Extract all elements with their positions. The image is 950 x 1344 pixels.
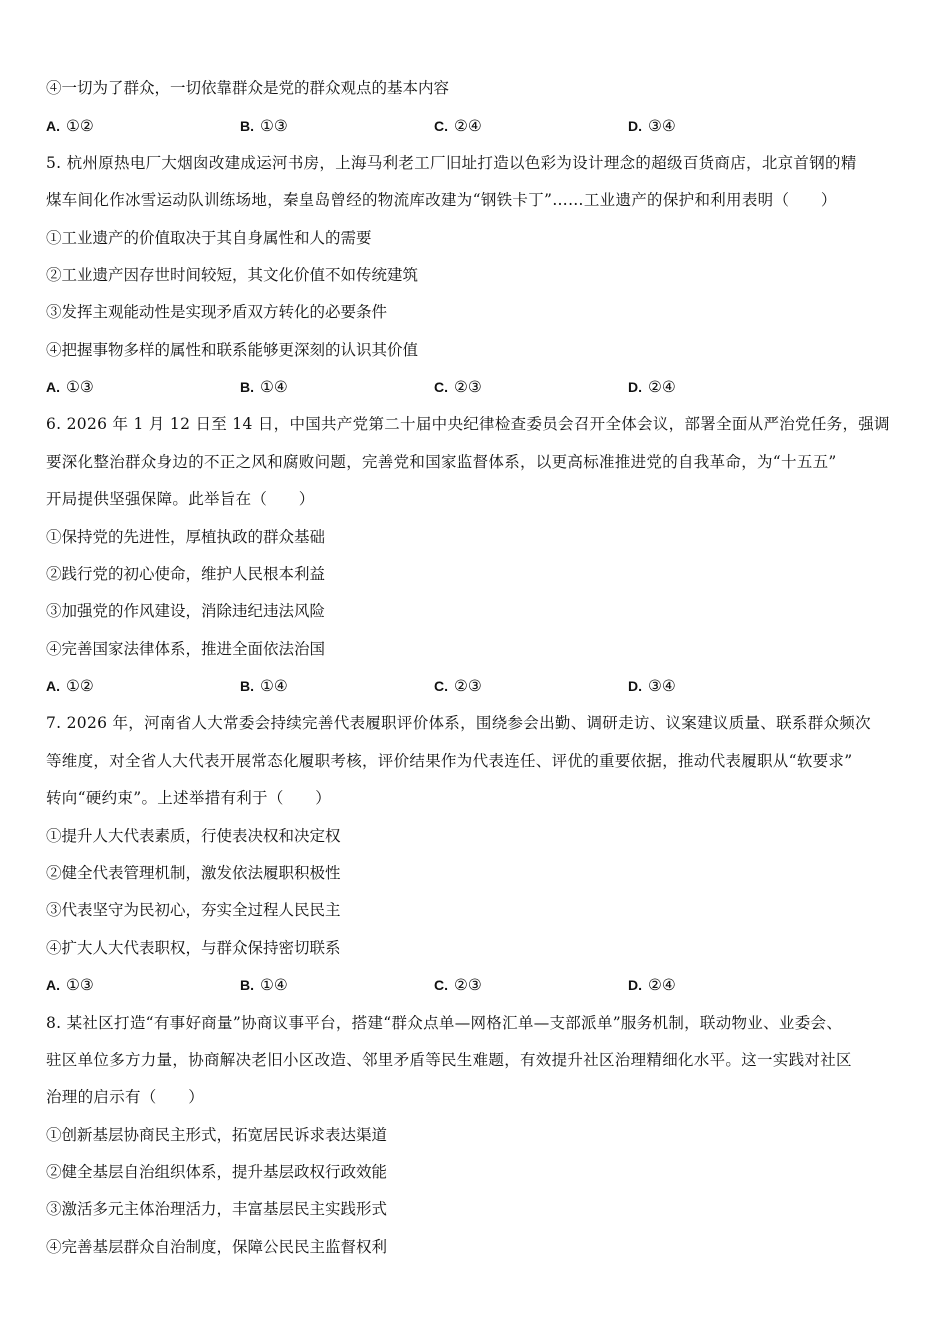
q4-options — [46, 116, 908, 136]
q8-stem-line-1: 8. 某社区打造“有事好商量”协商议事平台，搭建“群众点单—网格汇单—支部派单”服务机制，联动物业、业委会、 — [46, 1014, 843, 1032]
q8-statement-3: ③激活多元主体治理活力，丰富基层民主实践形式 — [46, 1200, 388, 1218]
q6-stem-line-3: 开局提供坚强保障。此举旨在（ ） — [46, 490, 315, 508]
q7-options — [46, 975, 908, 995]
q4-option-b: B. ①③ — [240, 117, 288, 135]
q7-option-d: D. ②④ — [628, 976, 676, 994]
q8-statement-1: ①创新基层协商民主形式，拓宽居民诉求表达渠道 — [46, 1126, 388, 1144]
q7-stem-line-3: 转向“硬约束”。上述举措有利于（ ） — [46, 789, 332, 807]
q7-option-c: C. ②③ — [434, 976, 482, 994]
q6-statement-1: ①保持党的先进性，厚植执政的群众基础 — [46, 528, 326, 546]
q7-option-a: A. ①③ — [46, 976, 94, 994]
q5-stem-line-2: 煤车间化作冰雪运动队训练场地，秦皇岛曾经的物流库改建为“钢铁卡丁”……工业遗产的保护和利用表明（ ） — [46, 191, 837, 209]
q6-stem-line-1: 6. 2026 年 1 月 12 日至 14 日，中国共产党第二十届中央纪律检查委员会召开全体会议，部署全面从严治党任务，强调 — [46, 415, 890, 433]
q8-statement-2: ②健全基层自治组织体系，提升基层政权行政效能 — [46, 1163, 388, 1181]
q6-stem-line-2: 要深化整治群众身边的不正之风和腐败问题，完善党和国家监督体系，以更高标准推进党的自我革命，为“十五五” — [46, 453, 837, 471]
q6-statement-2: ②践行党的初心使命，维护人民根本利益 — [46, 565, 326, 583]
q4-option-d: D. ③④ — [628, 117, 676, 135]
q6-options — [46, 676, 908, 696]
q4-option-c: C. ②④ — [434, 117, 482, 135]
q5-option-d: D. ②④ — [628, 378, 676, 396]
q7-statement-1: ①提升人大代表素质，行使表决权和决定权 — [46, 827, 341, 845]
q4-statement-4: ④一切为了群众，一切依靠群众是党的群众观点的基本内容 — [46, 79, 450, 97]
q7-option-b: B. ①④ — [240, 976, 288, 994]
q7-statement-4: ④扩大人大代表职权，与群众保持密切联系 — [46, 939, 341, 957]
q7-stem-line-2: 等维度，对全省人大代表开展常态化履职考核，评价结果作为代表连任、评优的重要依据，推动代表履职从“软要求” — [46, 752, 853, 770]
q6-statement-4: ④完善国家法律体系，推进全面依法治国 — [46, 640, 326, 658]
q6-option-a: A. ①② — [46, 677, 94, 695]
q5-statement-3: ③发挥主观能动性是实现矛盾双方转化的必要条件 — [46, 303, 388, 321]
q5-option-c: C. ②③ — [434, 378, 482, 396]
q8-stem-line-2: 驻区单位多方力量，协商解决老旧小区改造、邻里矛盾等民生难题，有效提升社区治理精细化水平。这一实践对社区 — [46, 1051, 852, 1069]
q5-stem-line-1: 5. 杭州原热电厂大烟囱改建成运河书房，上海马利老工厂旧址打造以色彩为设计理念的超级百货商店，北京首钢的精 — [46, 154, 857, 172]
q7-statement-2: ②健全代表管理机制，激发依法履职积极性 — [46, 864, 341, 882]
q7-statement-3: ③代表坚守为民初心，夯实全过程人民民主 — [46, 901, 341, 919]
q4-option-a: A. ①② — [46, 117, 94, 135]
q7-stem-line-1: 7. 2026 年，河南省人大常委会持续完善代表履职评价体系，围绕参会出勤、调研走访、议案建议质量、联系群众频次 — [46, 714, 871, 732]
q5-options — [46, 377, 908, 397]
q6-option-b: B. ①④ — [240, 677, 288, 695]
q6-option-d: D. ③④ — [628, 677, 676, 695]
q5-statement-1: ①工业遗产的价值取决于其自身属性和人的需要 — [46, 229, 372, 247]
q5-option-b: B. ①④ — [240, 378, 288, 396]
q5-option-a: A. ①③ — [46, 378, 94, 396]
q8-stem-line-3: 治理的启示有（ ） — [46, 1088, 205, 1106]
q6-option-c: C. ②③ — [434, 677, 482, 695]
q5-statement-4: ④把握事物多样的属性和联系能够更深刻的认识其价值 — [46, 341, 419, 359]
q8-statement-4: ④完善基层群众自治制度，保障公民民主监督权利 — [46, 1238, 388, 1256]
q6-statement-3: ③加强党的作风建设，消除违纪违法风险 — [46, 602, 326, 620]
q5-statement-2: ②工业遗产因存世时间较短，其文化价值不如传统建筑 — [46, 266, 419, 284]
